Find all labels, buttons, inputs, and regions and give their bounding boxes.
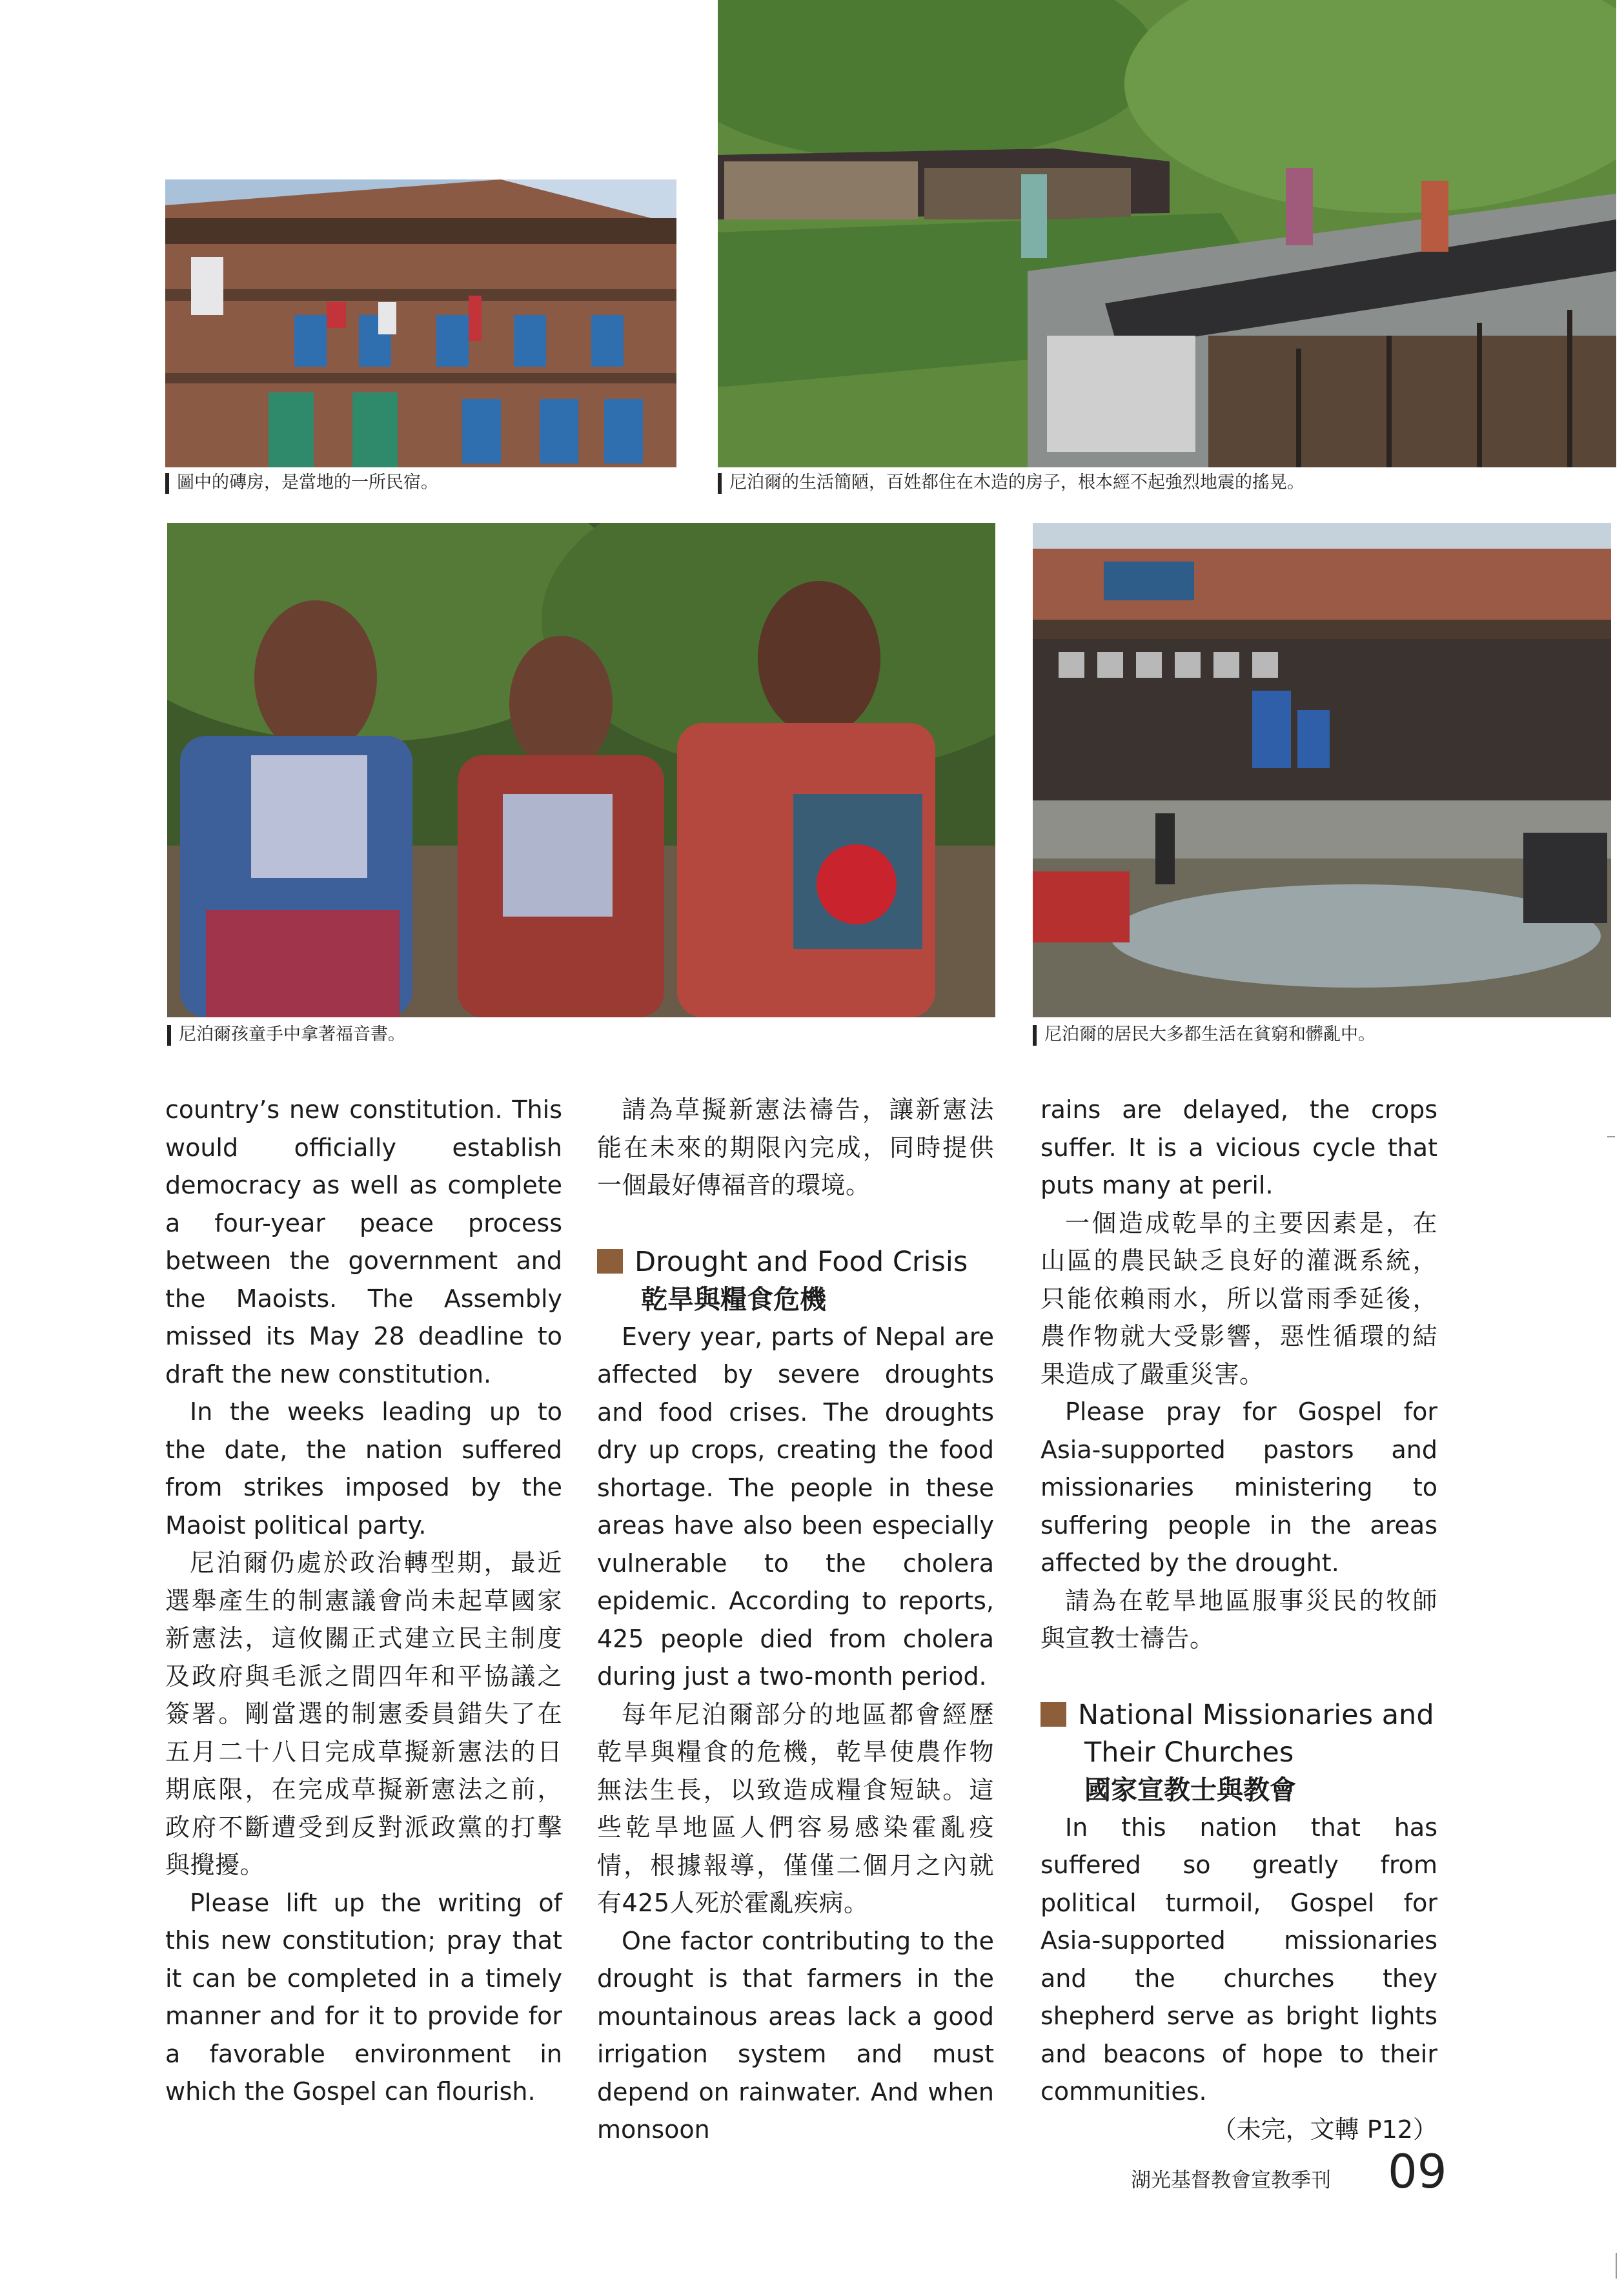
paragraph: One factor contributing to the drought is that farmers in the mountainous areas lack a good irrigation system and must depend on rainwater. And when monsoon: [597, 1926, 994, 2144]
continued-note: （未完，文轉 P12）: [1212, 2115, 1437, 2144]
paragraph: Every year, parts of Nepal are affected by severe droughts and food crises. The droughts dry up crops, creating the food shortage. The people in these areas have also been especially vulnerable to the cholera epidemic. According to reports, 425 people died from cholera during just a two-month period.: [597, 1322, 994, 1691]
magazine-title: 湖光基督教會宣教季刊: [1131, 2169, 1331, 2192]
photo-brick-guesthouse: [165, 179, 676, 467]
page-number: 09: [1388, 2144, 1447, 2199]
paragraph: 每年尼泊爾部分的地區都會經歷乾旱與糧食的危機，乾旱使農作物無法生長，以致造成糧食短缺。這些乾旱地區人們容易感染霍亂疫情，根據報導，僅僅二個月之內就有425人死於霍亂疾病。: [597, 1700, 994, 1917]
heading-square-icon: [597, 1249, 623, 1274]
photo-caption: 尼泊爾的生活簡陋，百姓都住在木造的房子，根本經不起強烈地震的搖晃。: [718, 472, 1304, 494]
section-heading-missionaries: National Missionaries and Their Churches 國家宣教士與教會: [1040, 1696, 1437, 1809]
photo-caption: 圖中的磚房，是當地的一所民宿。: [165, 472, 438, 494]
trim-mark: [1607, 1136, 1615, 1137]
photo-hillside-houses: [718, 0, 1616, 467]
heading-square-icon: [1040, 1702, 1066, 1727]
paragraph: country’s new constitution. This would officially establish democracy as well as complete a four-year peace process between the government and the Maoists. The Assembly missed its May 28 deadline to draft the new constitution.: [165, 1095, 562, 1388]
paragraph: 請為草擬新憲法禱告，讓新憲法能在未來的期限內完成，同時提供一個最好傳福音的環境。: [597, 1095, 994, 1199]
text-column-1: [165, 1091, 562, 2111]
paragraph: 請為在乾旱地區服事災民的牧師與宣教士禱告。: [1040, 1586, 1437, 1652]
photo-children-gospel-books: [167, 523, 995, 1017]
photo-caption: 尼泊爾的居民大多都生活在貧窮和髒亂中。: [1033, 1024, 1375, 1046]
paragraph: Please pray for Gospel for Asia-supported pastors and missionaries ministering to suffering people in the areas affected by the drought.: [1040, 1398, 1437, 1577]
paragraph: In this nation that has suffered so greatly from political turmoil, Gospel for Asia-supported missionaries and the churches they shepherd serve as bright lights and beacons of hope to their communities.: [1040, 1813, 1437, 2106]
text-column-3: [1040, 1091, 1437, 2148]
trim-mark: [1616, 2253, 1617, 2279]
paragraph: Please lift up the writing of this new constitution; pray that it can be completed in a timely manner and for it to provide for a favorable environment in which the Gospel can flourish.: [165, 1888, 562, 2106]
photo-caption: 尼泊爾孩童手中拿著福音書。: [167, 1024, 405, 1046]
text-column-2: [597, 1091, 994, 2149]
paragraph: In the weeks leading up to the date, the nation suffered from strikes imposed by the Maoist political party.: [165, 1398, 562, 1540]
paragraph: 一個造成乾旱的主要因素是，在山區的農民缺乏良好的灌溉系統，只能依賴雨水，所以當雨季延後，農作物就大受影響，惡性循環的結果造成了嚴重災害。: [1040, 1208, 1437, 1388]
photo-street-shops: [1033, 523, 1611, 1017]
section-heading-drought: Drought and Food Crisis 乾旱與糧食危機: [597, 1243, 994, 1318]
paragraph: rains are delayed, the crops suffer. It is a vicious cycle that puts many at peril.: [1040, 1095, 1437, 1199]
paragraph: 尼泊爾仍處於政治轉型期，最近選舉產生的制憲議會尚未起草國家新憲法，這攸關正式建立民主制度及政府與毛派之間四年和平協議之簽署。剛當選的制憲委員錯失了在五月二十八日完成草擬新憲法的日期底限，在完成草擬新憲法之前，政府不斷遭受到反對派政黨的打擊與攪擾。: [165, 1549, 562, 1879]
